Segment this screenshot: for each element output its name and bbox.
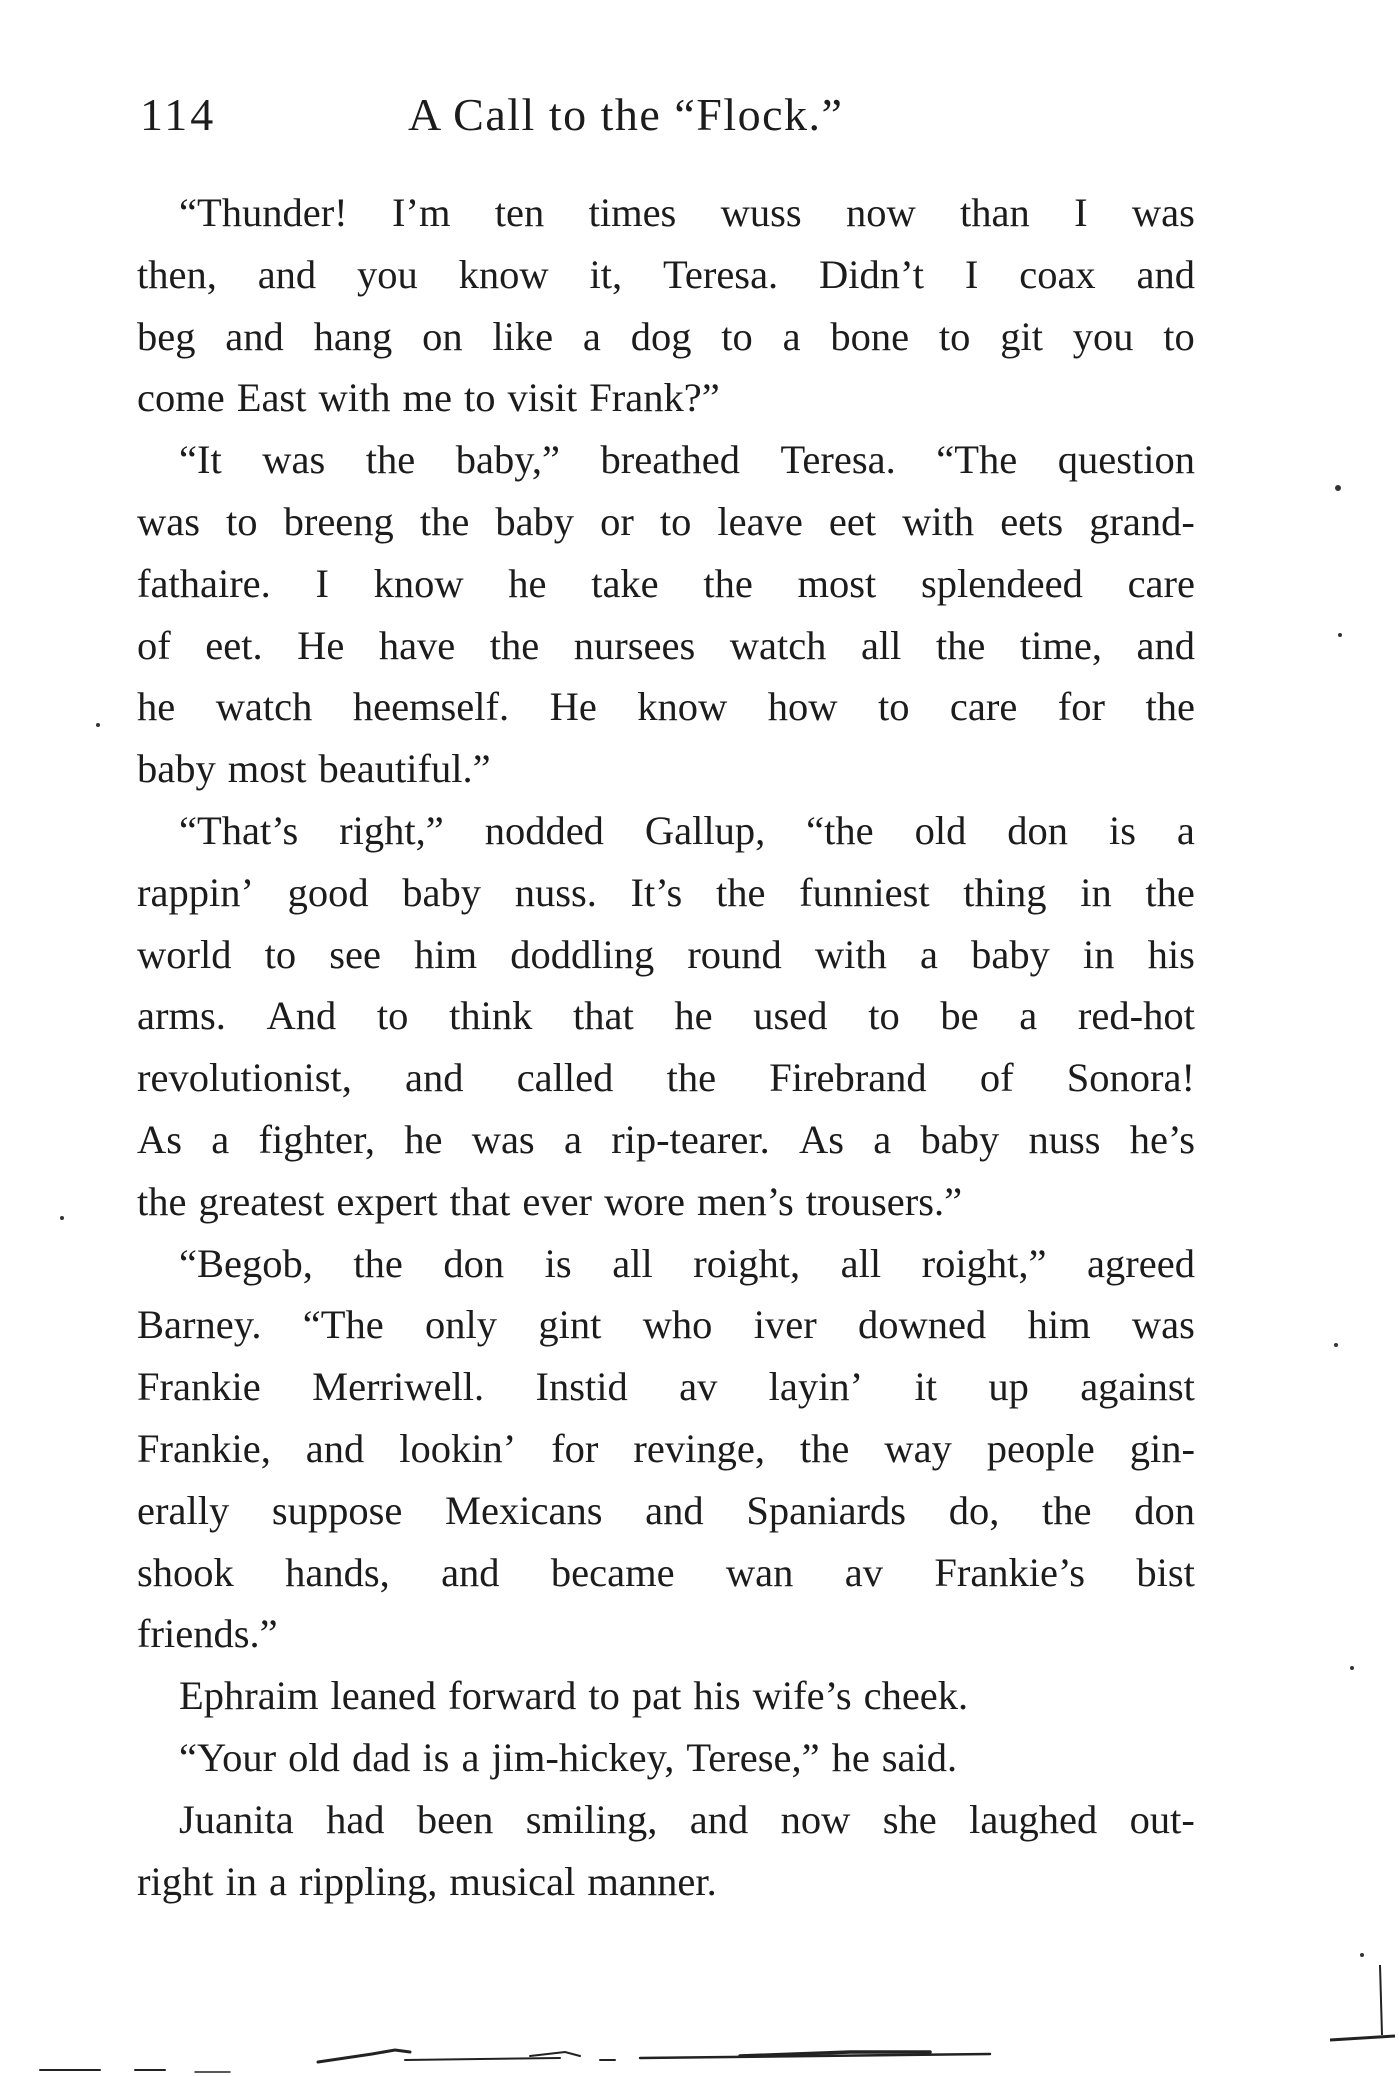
text-line: right in a rippling, musical manner. bbox=[137, 1858, 717, 1904]
text-line: Ephraim leaned forward to pat his wife’s cheek. bbox=[179, 1673, 969, 1719]
text-line: of eet. He have the nursees watch all the time, and bbox=[137, 622, 1195, 668]
text-line: Juanita had been smiling, and now she laughed out- bbox=[179, 1796, 1195, 1842]
paragraph bbox=[137, 1727, 1195, 1789]
text-line: rappin’ good baby nuss. It’s the funniest thing in the bbox=[137, 869, 1195, 915]
text-line: fathaire. I know he take the most splendeed care bbox=[137, 560, 1195, 606]
text-line: the greatest expert that ever wore men’s trousers.” bbox=[137, 1178, 963, 1224]
text-line: then, and you know it, Teresa. Didn’t I coax and bbox=[137, 251, 1195, 297]
text-line: baby most beautiful.” bbox=[137, 746, 491, 792]
bottom-printer-rule bbox=[40, 2050, 990, 2072]
text-line: shook hands, and became wan av Frankie’s bist bbox=[137, 1549, 1195, 1595]
paragraph bbox=[137, 182, 1195, 429]
paragraph bbox=[137, 1789, 1195, 1913]
text-line: he watch heemself. He know how to care for the bbox=[137, 684, 1195, 730]
text-line: “It was the baby,” breathed Teresa. “The question bbox=[179, 437, 1195, 483]
running-title: A Call to the “Flock.” bbox=[408, 89, 844, 140]
paragraph bbox=[137, 800, 1195, 1233]
text-line: “Thunder! I’m ten times wuss now than I was bbox=[179, 190, 1195, 235]
text-line: As a fighter, he was a rip-tearer. As a baby nuss he’s bbox=[137, 1116, 1195, 1162]
text-line: beg and hang on like a dog to a bone to git you to bbox=[137, 313, 1195, 359]
paragraph bbox=[137, 429, 1195, 800]
text-line: “Your old dad is a jim-hickey, Terese,” he said. bbox=[179, 1734, 958, 1780]
body-text bbox=[137, 182, 1195, 1912]
page-number: 114 bbox=[140, 89, 217, 140]
paragraph bbox=[137, 1665, 1195, 1727]
text-line: Barney. “The only gint who iver downed him was bbox=[137, 1302, 1195, 1348]
text-line: Frankie Merriwell. Instid av layin’ it up against bbox=[137, 1364, 1195, 1410]
running-head bbox=[140, 88, 1200, 148]
text-line: come East with me to visit Frank?” bbox=[137, 375, 720, 421]
corner-scan-mark bbox=[1330, 1965, 1395, 2040]
text-line: world to see him doddling round with a baby in his bbox=[137, 931, 1195, 977]
text-line: was to breeng the baby or to leave eet with eets grand- bbox=[137, 498, 1195, 544]
text-line: erally suppose Mexicans and Spaniards do, the don bbox=[137, 1487, 1195, 1533]
text-line: Frankie, and lookin’ for revinge, the way people gin- bbox=[137, 1425, 1195, 1471]
text-line: “That’s right,” nodded Gallup, “the old don is a bbox=[179, 807, 1195, 853]
paragraph bbox=[137, 1233, 1195, 1666]
text-line: revolutionist, and called the Firebrand of Sonora! bbox=[137, 1055, 1195, 1101]
text-line: arms. And to think that he used to be a red-hot bbox=[137, 993, 1195, 1039]
text-line: friends.” bbox=[137, 1611, 278, 1657]
text-line: “Begob, the don is all roight, all roight,” agreed bbox=[179, 1240, 1195, 1286]
